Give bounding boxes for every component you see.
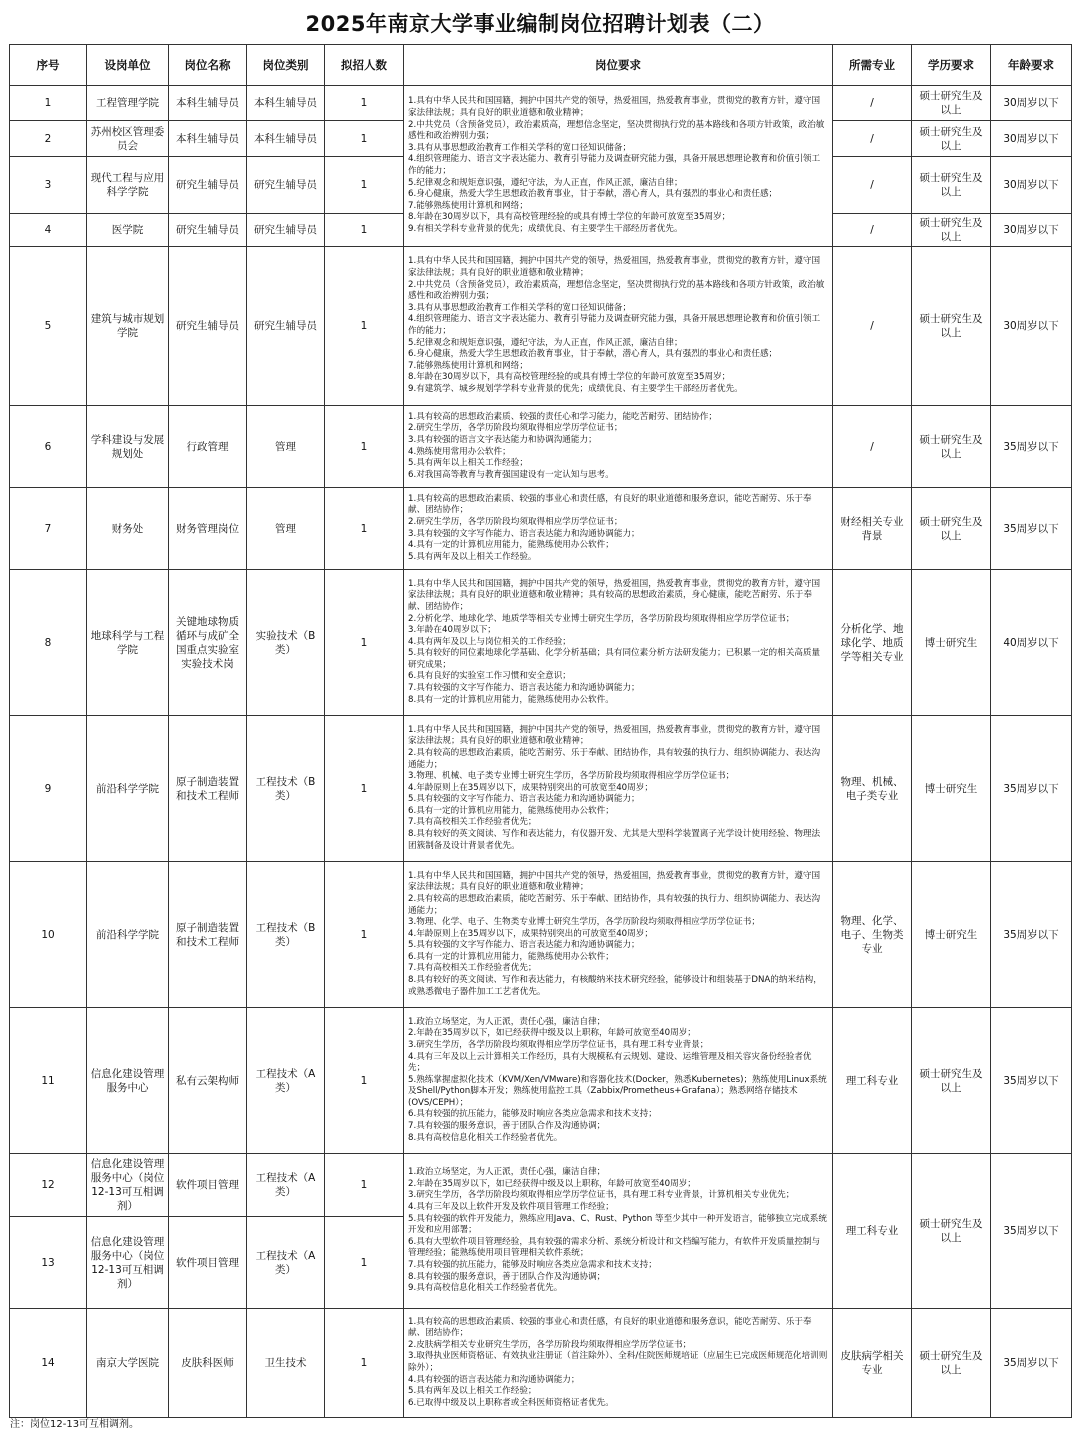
req-line: 4.具有三年及以上云计算相关工作经历，具有大规模私有云规划、建设、运维管理及相关容灾备份经验者优先； <box>408 1051 812 1074</box>
req-line: 5.具有较强的软件开发能力，熟练应用Java、C、Rust、Python 等至少其中一种开发语言，能够独立完成系统开发和应用部署； <box>408 1213 827 1236</box>
table-row <box>10 86 1072 121</box>
req-line: 3.具有较强的语言文字表达能力和协调沟通能力； <box>408 434 597 445</box>
req-line: 5.熟练掌握虚拟化技术（KVM/Xen/VMware)和容器化技术(Docker，熟悉Kubernetes)；熟练使用Linux系统及Shell/Python脚本开发；熟练使用监控工具（Zabbix/Prometheus+Grafana）；熟悉网络存储技术(OVS/CEPH）； <box>408 1074 827 1108</box>
cell-unit: 苏州校区管理委员会 <box>87 121 169 157</box>
cell-age: 30周岁以下 <box>991 121 1072 157</box>
req-line: 5.具有较好的同位素地球化学基础、化学分析基础；具有同位素分析方法研发能力；已积累一定的相关高质量研究成果； <box>408 648 821 670</box>
cell-age: 30周岁以下 <box>991 157 1072 214</box>
cell-count: 1 <box>325 247 404 406</box>
req-line: 5.纪律观念和规矩意识强，遵纪守法，为人正直，作风正派，廉洁自律； <box>408 177 683 188</box>
cell-count: 1 <box>325 406 404 488</box>
req-line: 8.具有一定的计算机应用能力，能熟练使用办公软件。 <box>408 694 614 705</box>
cell-category: 研究生辅导员 <box>247 247 325 406</box>
req-line: 6.具有大型软件项目管理经验，具有较强的需求分析、系统分析设计和文档编写能力，有软件开发质量控制与管理经验；能熟练使用项目管理相关软件系统； <box>408 1236 821 1259</box>
cell-edu: 硕士研究生及以上 <box>912 1008 991 1154</box>
req-line: 2.分析化学、地球化学、地质学等相关专业博士研究生学历，各学历阶段均须取得相应学历学位证书； <box>408 613 795 624</box>
req-line: 2.中共党员（含预备党员），政治素质高，理想信念坚定，坚决贯彻执行党的基本路线和各项方针政策，政治敏感性和政治辨别力强； <box>408 279 825 302</box>
table-row <box>10 1309 1072 1418</box>
cell-category: 管理 <box>247 488 325 570</box>
req-line: 5.具有两年以上相关工作经验； <box>408 458 528 469</box>
cell-category: 工程技术（B类） <box>247 862 325 1008</box>
req-line: 8.年龄在30周岁以下，具有高校管理经验的或具有博士学位的年龄可放宽至35周岁； <box>408 372 731 383</box>
req-line: 4.具有三年及以上软件开发及软件项目管理工作经验； <box>408 1202 614 1213</box>
req-line: 1.具有较高的思想政治素质、较强的事业心和责任感，有良好的职业道德和服务意识，能吃苦耐劳、乐于奉献、团结协作； <box>408 493 812 516</box>
page-title: 2025年南京大学事业编制岗位招聘计划表（二） <box>305 12 775 36</box>
cell-requirements <box>404 86 833 247</box>
cell-category: 实验技术（B类） <box>247 570 325 716</box>
req-line: 7.具有较强的抗压能力，能够及时响应各类应急需求和技术支持； <box>408 1259 657 1270</box>
header-cell: 所需专业 <box>833 45 912 86</box>
cell-no: 10 <box>10 862 87 1008</box>
cell-no: 13 <box>10 1217 87 1309</box>
req-line: 1.具有中华人民共和国国籍，拥护中国共产党的领导，热爱祖国，热爱教育事业，贯彻党的教育方针，遵守国家法律法规；具有良好的职业道德和敬业精神； <box>408 724 821 747</box>
cell-post: 本科生辅导员 <box>169 121 247 157</box>
cell-category: 研究生辅导员 <box>247 157 325 214</box>
cell-age: 35周岁以下 <box>991 406 1072 488</box>
cell-no: 4 <box>10 214 87 247</box>
cell-post: 软件项目管理 <box>169 1154 247 1217</box>
cell-category: 管理 <box>247 406 325 488</box>
cell-category: 工程技术（A类） <box>247 1217 325 1309</box>
cell-age: 30周岁以下 <box>991 214 1072 247</box>
cell-major: / <box>833 86 912 121</box>
req-line: 5.具有较强的文字写作能力、语言表达能力和沟通协调能力； <box>408 794 640 805</box>
req-line: 8.具有高校信息化相关工作经验者优先。 <box>408 1132 563 1143</box>
req-line: 3.研究生学历，各学历阶段均须取得相应学历学位证书，具有理工科专业背景，计算机相关专业优先； <box>408 1190 795 1201</box>
cell-major: 皮肤病学相关专业 <box>833 1309 912 1418</box>
cell-age: 35周岁以下 <box>991 1154 1072 1309</box>
cell-unit: 前沿科学学院 <box>87 862 169 1008</box>
req-line: 5.具有两年及以上相关工作经验。 <box>408 551 537 562</box>
req-line: 1.具有较高的思想政治素质、较强的责任心和学习能力，能吃苦耐劳、团结协作； <box>408 411 717 422</box>
table-row <box>10 247 1072 406</box>
cell-category: 工程技术（A类） <box>247 1008 325 1154</box>
cell-count: 1 <box>325 570 404 716</box>
req-line: 4.年龄原则上在35周岁以下，成果特别突出的可放宽至40周岁； <box>408 782 653 793</box>
cell-post: 研究生辅导员 <box>169 214 247 247</box>
req-line: 3.具有从事思想政治教育工作相关学科的宽口径知识储备； <box>408 142 632 153</box>
header-cell: 岗位名称 <box>169 45 247 86</box>
cell-unit: 地球科学与工程学院 <box>87 570 169 716</box>
cell-edu: 硕士研究生及以上 <box>912 86 991 121</box>
cell-post: 关键地球物质循环与成矿全国重点实验室实验技术岗 <box>169 570 247 716</box>
req-line: 1.政治立场坚定，为人正派，责任心强，廉洁自律； <box>408 1016 606 1027</box>
cell-major: 物理、化学、电子、生物类专业 <box>833 862 912 1008</box>
cell-no: 11 <box>10 1008 87 1154</box>
req-line: 9.有建筑学、城乡规划学学科专业背景的优先；成绩优良、有主要学生干部经历者优先。 <box>408 383 743 394</box>
cell-no: 8 <box>10 570 87 716</box>
cell-unit: 信息化建设管理服务中心（岗位12-13可互相调剂） <box>87 1217 169 1309</box>
cell-count: 1 <box>325 214 404 247</box>
req-line: 4.组织管理能力、语言文字表达能力、教育引导能力及调查研究能力强，具备开展思想理论教育和价值引领工作的能力； <box>408 314 821 336</box>
cell-count: 1 <box>325 157 404 214</box>
cell-count: 1 <box>325 488 404 570</box>
cell-unit: 工程管理学院 <box>87 86 169 121</box>
req-line: 1.具有中华人民共和国国籍，拥护中国共产党的领导，热爱祖国，热爱教育事业，贯彻党的教育方针，遵守国家法律法规；具有良好的职业道德和敬业精神； <box>408 96 821 119</box>
footnote: 注：岗位12-13可互相调剂。 <box>10 1419 140 1430</box>
cell-major: 物理、机械、电子类专业 <box>833 716 912 862</box>
cell-edu: 硕士研究生及以上 <box>912 1154 991 1309</box>
req-line: 4.组织管理能力、语言文字表达能力、教育引导能力及调查研究能力强，具备开展思想理论教育和价值引领工作的能力； <box>408 154 821 176</box>
req-line: 7.具有较强的文字写作能力、语言表达能力和沟通协调能力； <box>408 683 640 694</box>
cell-requirements <box>404 1008 833 1154</box>
req-line: 2.研究生学历，各学历阶段均须取得相应学历学位证书； <box>408 516 623 527</box>
req-line: 4.年龄原则上在35周岁以下，成果特别突出的可放宽至40周岁； <box>408 928 653 939</box>
cell-post: 私有云架构师 <box>169 1008 247 1154</box>
req-line: 6.具有一定的计算机应用能力，能熟练使用办公软件； <box>408 951 614 962</box>
req-line: 8.具有较强的服务意识，善于团队合作及沟通协调； <box>408 1271 606 1282</box>
req-line: 8.年龄在30周岁以下，具有高校管理经验的或具有博士学位的年龄可放宽至35周岁； <box>408 212 731 223</box>
cell-edu: 硕士研究生及以上 <box>912 121 991 157</box>
table-row <box>10 1008 1072 1154</box>
req-line: 3.年龄在40周岁以下； <box>408 625 496 636</box>
req-line: 5.具有两年及以上相关工作经验； <box>408 1386 537 1397</box>
cell-requirements <box>404 716 833 862</box>
cell-edu: 硕士研究生及以上 <box>912 247 991 406</box>
cell-major: / <box>833 214 912 247</box>
req-line: 6.具有良好的实验室工作习惯和安全意识； <box>408 671 571 682</box>
cell-age: 35周岁以下 <box>991 1309 1072 1418</box>
req-line: 6.对我国高等教育与教育强国建设有一定认知与思考。 <box>408 469 614 480</box>
req-line: 1.具有中华人民共和国国籍，拥护中国共产党的领导，热爱祖国，热爱教育事业，贯彻党的教育方针，遵守国家法律法规；具有良好的职业道德和敬业精神； <box>408 870 821 893</box>
cell-edu: 硕士研究生及以上 <box>912 406 991 488</box>
req-line: 6.具有较强的抗压能力，能够及时响应各类应急需求和技术支持； <box>408 1109 657 1120</box>
cell-unit: 财务处 <box>87 488 169 570</box>
table-row <box>10 1154 1072 1217</box>
table-row <box>10 488 1072 570</box>
cell-post: 软件项目管理 <box>169 1217 247 1309</box>
cell-count: 1 <box>325 121 404 157</box>
cell-requirements <box>404 862 833 1008</box>
cell-unit: 南京大学医院 <box>87 1309 169 1418</box>
cell-no: 14 <box>10 1309 87 1418</box>
req-line: 2.研究生学历，各学历阶段均须取得相应学历学位证书； <box>408 423 623 434</box>
cell-unit: 学科建设与发展规划处 <box>87 406 169 488</box>
cell-category: 工程技术（B类） <box>247 716 325 862</box>
cell-major: / <box>833 157 912 214</box>
cell-requirements <box>404 406 833 488</box>
cell-post: 财务管理岗位 <box>169 488 247 570</box>
cell-unit: 医学院 <box>87 214 169 247</box>
req-line: 4.具有一定的计算机应用能力，能熟练使用办公软件； <box>408 540 614 551</box>
req-line: 6.身心健康，热爱大学生思想政治教育事业，甘于奉献，潜心育人，具有强烈的事业心和责任感； <box>408 189 778 200</box>
cell-requirements <box>404 1154 833 1309</box>
req-line: 4.具有两年及以上与岗位相关的工作经验； <box>408 636 571 647</box>
req-line: 3.物理、机械、电子类专业博士研究生学历，各学历阶段均须取得相应学历学位证书； <box>408 771 735 782</box>
req-line: 7.能够熟练使用计算机和网络； <box>408 200 528 211</box>
table-row <box>10 716 1072 862</box>
cell-post: 皮肤科医师 <box>169 1309 247 1418</box>
req-line: 2.年龄在35周岁以下，如已经获得中级及以上职称，年龄可放宽至40周岁； <box>408 1178 696 1189</box>
cell-post: 研究生辅导员 <box>169 157 247 214</box>
req-line: 4.具有较强的语言表达能力和沟通协调能力； <box>408 1374 580 1385</box>
req-line: 3.具有从事思想政治教育工作相关学科的宽口径知识储备； <box>408 302 632 313</box>
cell-requirements <box>404 1309 833 1418</box>
cell-count: 1 <box>325 1008 404 1154</box>
cell-unit: 信息化建设管理服务中心（岗位12-13可互相调剂） <box>87 1154 169 1217</box>
req-line: 8.具有较好的英文阅读、写作和表达能力，有仪器开发、尤其是大型科学装置离子光学设计使用经验、物理法团簇制备及设计背景者优先。 <box>408 829 821 851</box>
cell-count: 1 <box>325 1309 404 1418</box>
header-cell: 拟招人数 <box>325 45 404 86</box>
req-line: 2.具有较高的思想政治素质，能吃苦耐劳、乐于奉献、团结协作，具有较强的执行力、组织协调能力、表达沟通能力； <box>408 747 821 770</box>
req-line: 3.具有较强的文字写作能力、语言表达能力和沟通协调能力； <box>408 528 640 539</box>
cell-edu: 硕士研究生及以上 <box>912 157 991 214</box>
req-line: 1.政治立场坚定，为人正派，责任心强，廉洁自律； <box>408 1167 606 1178</box>
cell-age: 30周岁以下 <box>991 247 1072 406</box>
cell-post: 原子制造装置和技术工程师 <box>169 862 247 1008</box>
req-line: 1.具有中华人民共和国国籍，拥护中国共产党的领导，热爱祖国，热爱教育事业，贯彻党的教育方针，遵守国家法律法规；具有良好的职业道德和敬业精神； <box>408 256 821 279</box>
cell-no: 9 <box>10 716 87 862</box>
cell-category: 本科生辅导员 <box>247 86 325 121</box>
cell-edu: 硕士研究生及以上 <box>912 1309 991 1418</box>
table-row <box>10 862 1072 1008</box>
cell-age: 30周岁以下 <box>991 86 1072 121</box>
header-cell: 设岗单位 <box>87 45 169 86</box>
table-row <box>10 570 1072 716</box>
cell-requirements <box>404 488 833 570</box>
cell-no: 7 <box>10 488 87 570</box>
recruitment-table <box>9 44 1072 1418</box>
header-cell: 年龄要求 <box>991 45 1072 86</box>
cell-category: 研究生辅导员 <box>247 214 325 247</box>
req-line: 6.身心健康，热爱大学生思想政治教育事业，甘于奉献，潜心育人，具有强烈的事业心和责任感； <box>408 349 778 360</box>
cell-no: 5 <box>10 247 87 406</box>
cell-edu: 博士研究生 <box>912 862 991 1008</box>
cell-no: 3 <box>10 157 87 214</box>
req-line: 6.具有一定的计算机应用能力，能熟练使用办公软件； <box>408 805 614 816</box>
req-line: 1.具有较高的思想政治素质、较强的事业心和责任感，有良好的职业道德和服务意识，能吃苦耐劳、乐于奉献、团结协作； <box>408 1316 812 1339</box>
req-line: 7.能够熟练使用计算机和网络； <box>408 360 528 371</box>
cell-major: 财经相关专业背景 <box>833 488 912 570</box>
cell-post: 原子制造装置和技术工程师 <box>169 716 247 862</box>
cell-count: 1 <box>325 1217 404 1309</box>
header-cell: 岗位类别 <box>247 45 325 86</box>
req-line: 4.熟练使用常用办公软件； <box>408 446 511 457</box>
cell-age: 40周岁以下 <box>991 570 1072 716</box>
req-line: 7.具有较强的服务意识，善于团队合作及沟通协调； <box>408 1121 606 1132</box>
cell-edu: 博士研究生 <box>912 716 991 862</box>
cell-major: / <box>833 406 912 488</box>
cell-count: 1 <box>325 716 404 862</box>
cell-unit: 前沿科学学院 <box>87 716 169 862</box>
header-row <box>10 45 1072 86</box>
cell-post: 本科生辅导员 <box>169 86 247 121</box>
cell-major: 理工科专业 <box>833 1154 912 1309</box>
req-line: 2.年龄在35周岁以下，如已经获得中级及以上职称，年龄可放宽至40周岁； <box>408 1028 696 1039</box>
req-line: 9.有相关学科专业背景的优先；成绩优良、有主要学生干部经历者优先。 <box>408 223 683 234</box>
req-line: 9.具有高校信息化相关工作经验者优先。 <box>408 1283 563 1294</box>
cell-category: 卫生技术 <box>247 1309 325 1418</box>
req-line: 8.具有较好的英文阅读、写作和表达能力，有核酸纳米技术研究经验，能够设计和组装基于DNA的纳米结构，或熟悉微电子器件加工工艺者优先。 <box>408 975 822 997</box>
cell-age: 35周岁以下 <box>991 488 1072 570</box>
cell-no: 1 <box>10 86 87 121</box>
cell-no: 12 <box>10 1154 87 1217</box>
req-line: 3.研究生学历，各学历阶段均须取得相应学历学位证书，具有理工科专业背景； <box>408 1039 709 1050</box>
req-line: 6.已取得中级及以上职称者或全科医师资格证者优先。 <box>408 1397 614 1408</box>
cell-age: 35周岁以下 <box>991 716 1072 862</box>
req-line: 2.中共党员（含预备党员），政治素质高，理想信念坚定，坚决贯彻执行党的基本路线和各项方针政策，政治敏感性和政治辨别力强； <box>408 119 825 142</box>
req-line: 2.皮肤病学相关专业研究生学历，各学历阶段均须取得相应学历学位证书； <box>408 1339 692 1350</box>
cell-unit: 现代工程与应用科学学院 <box>87 157 169 214</box>
cell-requirements <box>404 570 833 716</box>
cell-no: 2 <box>10 121 87 157</box>
header-cell: 学历要求 <box>912 45 991 86</box>
cell-unit: 建筑与城市规划学院 <box>87 247 169 406</box>
req-line: 2.具有较高的思想政治素质，能吃苦耐劳、乐于奉献、团结协作，具有较强的执行力、组织协调能力、表达沟通能力； <box>408 893 821 916</box>
req-line: 1.具有中华人民共和国国籍，拥护中国共产党的领导，热爱祖国，热爱教育事业，贯彻党的教育方针，遵守国家法律法规；具有良好的职业道德和敬业精神；具有较高的思想政治素质，身心健康，能吃苦耐劳、乐于奉献、团结协作； <box>408 578 821 612</box>
cell-major: 理工科专业 <box>833 1008 912 1154</box>
cell-major: / <box>833 247 912 406</box>
cell-post: 研究生辅导员 <box>169 247 247 406</box>
cell-edu: 硕士研究生及以上 <box>912 488 991 570</box>
table-row <box>10 406 1072 488</box>
cell-edu: 硕士研究生及以上 <box>912 214 991 247</box>
cell-category: 本科生辅导员 <box>247 121 325 157</box>
req-line: 7.具有高校相关工作经验者优先； <box>408 817 537 828</box>
cell-major: / <box>833 121 912 157</box>
cell-post: 行政管理 <box>169 406 247 488</box>
cell-requirements <box>404 247 833 406</box>
req-line: 3.取得执业医师资格证、有效执业注册证（首注除外）、全科/住院医师规培证（应届生已完成医师规范化培训则除外）； <box>408 1351 828 1373</box>
req-line: 5.纪律观念和规矩意识强，遵纪守法，为人正直，作风正派，廉洁自律； <box>408 337 683 348</box>
cell-count: 1 <box>325 1154 404 1217</box>
header-cell: 岗位要求 <box>404 45 833 86</box>
cell-age: 35周岁以下 <box>991 862 1072 1008</box>
cell-count: 1 <box>325 862 404 1008</box>
req-line: 3.物理、化学、电子、生物类专业博士研究生学历，各学历阶段均须取得相应学历学位证书； <box>408 917 760 928</box>
cell-edu: 博士研究生 <box>912 570 991 716</box>
req-line: 7.具有高校相关工作经验者优先； <box>408 963 537 974</box>
cell-age: 35周岁以下 <box>991 1008 1072 1154</box>
cell-category: 工程技术（A类） <box>247 1154 325 1217</box>
header-cell: 序号 <box>10 45 87 86</box>
req-line: 5.具有较强的文字写作能力、语言表达能力和沟通协调能力； <box>408 940 640 951</box>
cell-no: 6 <box>10 406 87 488</box>
cell-unit: 信息化建设管理服务中心 <box>87 1008 169 1154</box>
cell-major: 分析化学、地球化学、地质学等相关专业 <box>833 570 912 716</box>
cell-count: 1 <box>325 86 404 121</box>
